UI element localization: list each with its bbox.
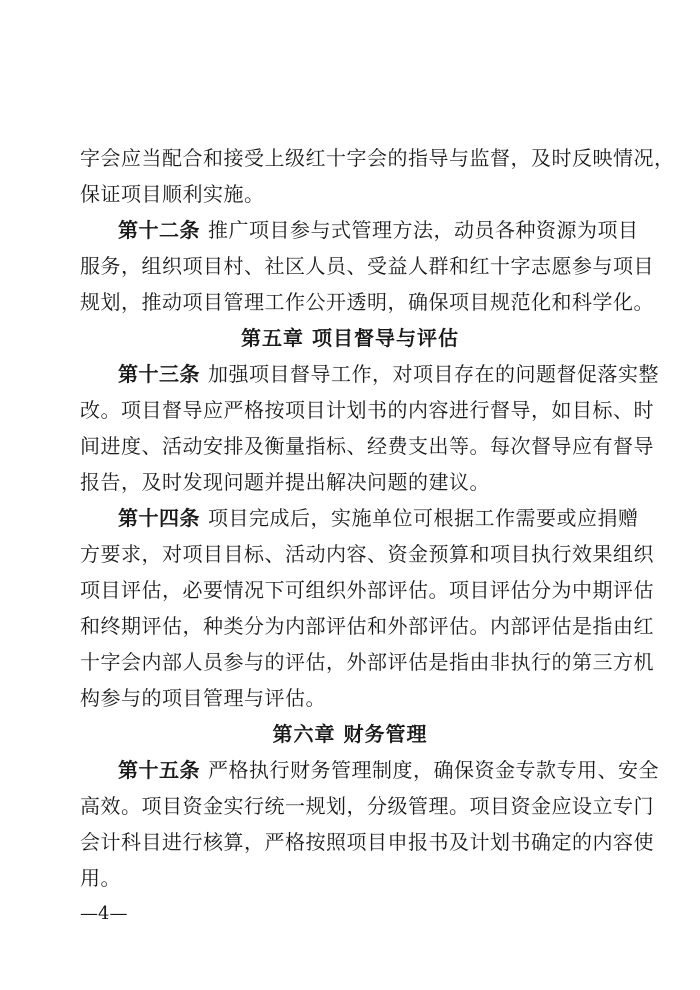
paragraph-line: 字会应当配合和接受上级红十字会的指导与监督，及时反映情况， — [80, 146, 675, 170]
paragraph-line: 间进度、活动安排及衡量指标、经费支出等。每次督导应有督导 — [80, 434, 654, 458]
chapter-heading: 第六章 财务管理 — [272, 722, 428, 746]
article-label: 第十二条 — [118, 218, 200, 242]
paragraph-line: 高效。项目资金实行统一规划，分级管理。项目资金应设立专门 — [80, 794, 654, 818]
paragraph-line: 十字会内部人员参与的评估，外部评估是指由非执行的第三方机 — [80, 650, 654, 674]
paragraph-line: 和终期评估，种类分为内部评估和外部评估。内部评估是指由红 — [80, 614, 654, 638]
chapter-heading: 第五章 项目督导与评估 — [241, 326, 459, 350]
article-text: 项目完成后，实施单位可根据工作需要或应捐赠 — [208, 506, 639, 530]
paragraph-line: 构参与的项目管理与评估。 — [80, 686, 326, 710]
article-label: 第十四条 — [118, 506, 200, 530]
paragraph-line: 报告，及时发现问题并提出解决问题的建议。 — [80, 470, 490, 494]
paragraph-line: 服务，组织项目村、社区人员、受益人群和红十字志愿参与项目 — [80, 254, 654, 278]
paragraph-line: 方要求，对项目目标、活动内容、资金预算和项目执行效果组织 — [80, 542, 654, 566]
paragraph-line: 改。项目督导应严格按项目计划书的内容进行督导，如目标、时 — [80, 398, 654, 422]
paragraph-line: 规划，推动项目管理工作公开透明，确保项目规范化和科学化。 — [80, 290, 654, 314]
paragraph-line: 保证项目顺利实施。 — [80, 182, 265, 206]
article-14-first-line — [118, 502, 639, 534]
paragraph-line: 用。 — [80, 866, 121, 890]
article-text: 加强项目督导工作，对项目存在的问题督促落实整 — [208, 362, 659, 386]
page-number: —4— — [80, 903, 128, 924]
paragraph-line: 项目评估，必要情况下可组织外部评估。项目评估分为中期评估 — [80, 578, 654, 602]
article-15-first-line — [118, 754, 659, 786]
article-label: 第十五条 — [118, 758, 200, 782]
article-13-first-line — [118, 358, 659, 390]
article-text: 严格执行财务管理制度，确保资金专款专用、安全 — [208, 758, 659, 782]
article-12-first-line — [118, 214, 639, 246]
article-text: 推广项目参与式管理方法，动员各种资源为项目 — [208, 218, 639, 242]
article-label: 第十三条 — [118, 362, 200, 386]
paragraph-line: 会计科目进行核算，严格按照项目申报书及计划书确定的内容使 — [80, 830, 654, 854]
